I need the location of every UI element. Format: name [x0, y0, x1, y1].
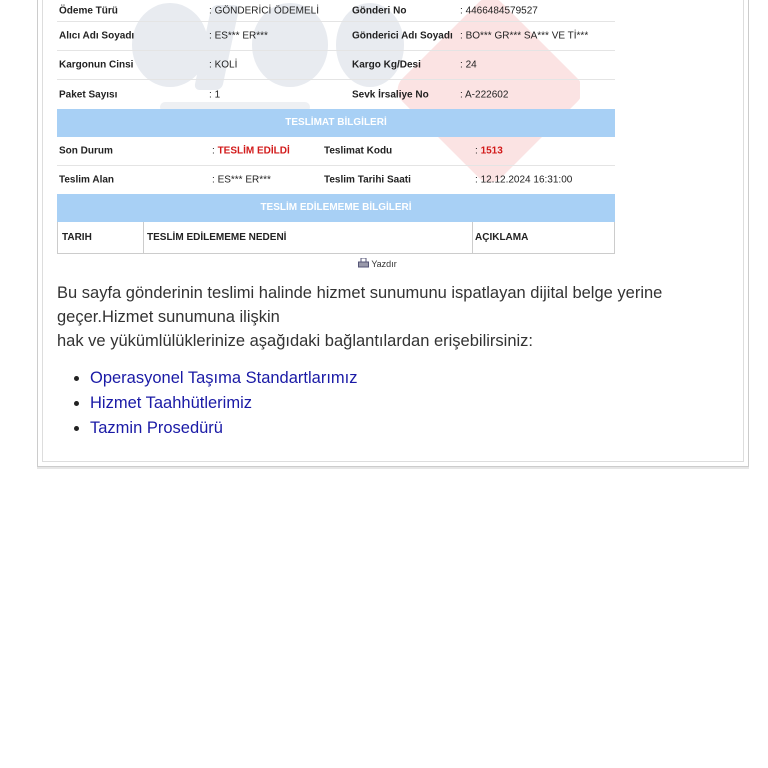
links-list	[72, 366, 737, 441]
link-service-commitments[interactable]: Hizmet Taahhütlerimiz	[90, 394, 253, 412]
value: A-222602	[465, 89, 509, 100]
undelivered-section-header: TESLİM EDİLEMEME BİLGİLERİ	[57, 194, 615, 222]
column-header: TESLİM EDİLEMEME NEDENİ	[147, 232, 287, 243]
label: Paket Sayısı	[59, 89, 118, 100]
table-row: Paket Sayısı : 1 Sevk İrsaliye No : A-222602	[59, 89, 509, 100]
printer-icon	[358, 258, 369, 268]
label: Kargonun Cinsi	[59, 59, 134, 71]
delivery-code: 1513	[480, 145, 503, 157]
table-row: Teslim Alan : ES*** ER*** Teslim Tarihi Saati : 12.12.2024 16:31:00	[59, 174, 573, 186]
paragraph-line: hak ve yükümlülüklerinize aşağıdaki bağlantılardan erişebilirsiniz:	[57, 332, 533, 350]
column-header: AÇIKLAMA	[475, 232, 529, 243]
label: Teslim Alan	[59, 174, 115, 186]
label: Son Durum	[59, 145, 113, 157]
label: Kargo Kg/Desi	[352, 59, 421, 71]
delivery-section-header: TESLİMAT BİLGİLERİ	[57, 109, 615, 137]
undelivered-table-header	[57, 222, 615, 254]
label: Teslim Tarihi Saati	[324, 174, 411, 186]
paragraph-line: Bu sayfa gönderinin teslimi halinde hizmet sunumunu ispatlayan dijital belge yerine geçer.Hizmet sunumuna ilişkin	[57, 284, 663, 326]
value: 1	[214, 89, 221, 100]
label: Sevk İrsaliye No	[352, 89, 429, 100]
table-row: Ödeme Türü : GÖNDERİCİ ÖDEMELİ Gönderi No : 4466484579527	[57, 0, 615, 22]
value: ES*** ER***	[217, 174, 271, 186]
table-row: Alıcı Adı Soyadı : ES*** ER*** Gönderici Adı Soyadı : BO*** GR*** SA*** VE Tİ***	[57, 22, 615, 51]
shipment-table	[57, 0, 615, 254]
info-paragraph	[57, 281, 737, 353]
info-section	[57, 281, 737, 441]
value: KOLİ	[214, 59, 238, 71]
label: Ödeme Türü	[59, 5, 118, 16]
label: Alıcı Adı Soyadı	[59, 30, 135, 42]
print-button[interactable]	[358, 258, 397, 269]
link-compensation-procedure[interactable]: Tazmin Prosedürü	[90, 419, 223, 437]
value: 24	[465, 59, 477, 71]
table-row: Kargonun Cinsi : KOLİ Kargo Kg/Desi : 24	[57, 51, 615, 80]
value: 12.12.2024 16:31:00	[480, 174, 573, 186]
status-value: TESLİM EDİLDİ	[217, 145, 290, 157]
table-row: Son Durum : TESLİM EDİLDİ Teslimat Kodu : 1513	[57, 137, 615, 166]
label: Gönderi No	[352, 5, 407, 16]
label: Teslimat Kodu	[324, 145, 393, 157]
column-header: TARIH	[62, 232, 92, 243]
link-operational-standards[interactable]: Operasyonel Taşıma Standartlarımız	[90, 369, 358, 387]
label: Gönderici Adı Soyadı	[352, 30, 453, 42]
value: ES*** ER***	[214, 30, 268, 42]
value: GÖNDERİCİ ÖDEMELİ	[214, 5, 320, 16]
print-label: Yazdır	[371, 259, 397, 269]
value: 4466484579527	[465, 5, 538, 16]
value: BO*** GR*** SA*** VE Tİ***	[465, 30, 589, 42]
